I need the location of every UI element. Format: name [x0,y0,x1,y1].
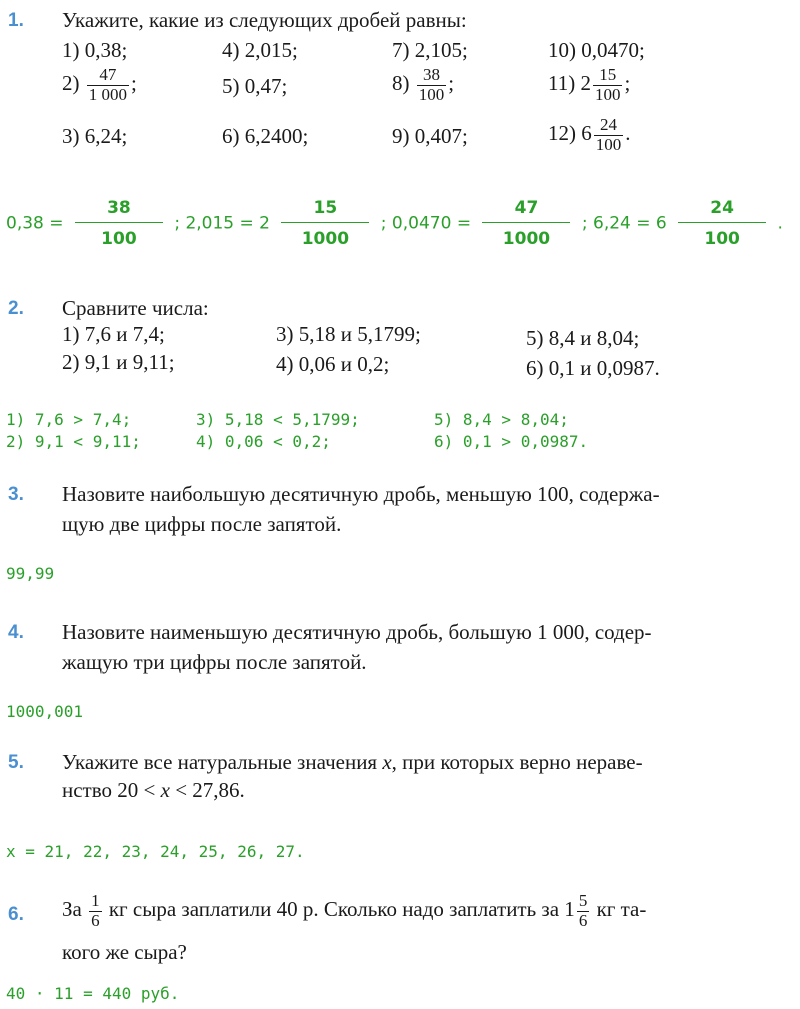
task-1-item-9: 9) 0,407; [392,124,468,148]
answer-3: 99,99 [6,564,55,583]
task-6-line-1: За $\frac{1}{6}$ кг сыра заплатили 40 р. Сколько надо заплатить за 1 $\frac{5}{6}$ кг та- [62,891,647,930]
task-2-item-3: 3) 5,18 и 5,1799; [276,322,421,346]
task-1-item-2: 2) $\frac{47}{1 000}$ ; [62,65,137,104]
task-5-number: 5. [8,752,24,773]
answer-6: 40 · 11 = 440 руб. [6,984,180,1003]
task-5-line-2: нство 20 < x < 27,86. [62,778,245,802]
task-2-text: Сравните числа: [62,296,209,320]
task-2-item-4: 4) 0,06 и 0,2; [276,352,390,376]
answer-2-item-3: 3) 5,18 < 5,1799; [196,410,360,429]
answer-2-item-6: 6) 0,1 > 0,0987. [434,432,589,451]
task-3-line-2: щую две цифры после запятой. [62,512,342,536]
task-1-item-4: 4) 2,015; [222,38,298,62]
answer-4: 1000,001 [6,702,84,721]
task-1-item-12: 12) 6 $\frac{24}{100}$ . [548,115,631,154]
answer-2-item-2: 2) 9,1 < 9,11; [6,432,141,451]
task-6-line-2: кого же сыра? [62,940,187,964]
task-5-line-1: Укажите все натуральные значения x, при которых верно нераве- [62,750,643,774]
task-1-item-1: 1) 0,38; [62,38,128,62]
task-2-item-2: 2) 9,1 и 9,11; [62,350,175,374]
task-1-item-7: 7) 2,105; [392,38,468,62]
task-2-item-6: 6) 0,1 и 0,0987. [526,356,660,380]
task-1-text: Укажите, какие из следующих дробей равны: [62,8,467,32]
task-1-item-5: 5) 0,47; [222,74,288,98]
answer-2-item-5: 5) 8,4 > 8,04; [434,410,569,429]
task-2-item-5: 5) 8,4 и 8,04; [526,326,640,350]
task-3-line-1: Назовите наибольшую десятичную дробь, меньшую 100, содержа- [62,482,660,506]
task-2-item-1: 1) 7,6 и 7,4; [62,322,165,346]
task-1-item-3: 3) 6,24; [62,124,128,148]
answer-5: x = 21, 22, 23, 24, 25, 26, 27. [6,842,305,861]
answer-1: 0,38 = $\frac{38}{100}$ ; 2,015 = 2 $\frac{15}{1000}$ ; 0,0470 = $\frac{47}{1000}$ ; 6,24 = 6 $\frac{24}{100}$ . [6,198,783,249]
answer-2-item-1: 1) 7,6 > 7,4; [6,410,132,429]
task-1-number: 1. [8,10,24,31]
task-1-item-11: 11) 2 $\frac{15}{100}$ ; [548,65,631,104]
task-2-number: 2. [8,298,24,319]
task-1-item-6: 6) 6,2400; [222,124,309,148]
task-4-line-1: Назовите наименьшую десятичную дробь, большую 1 000, содер- [62,620,652,644]
task-6-number: 6. [8,904,24,925]
task-4-number: 4. [8,622,24,643]
task-3-number: 3. [8,484,24,505]
answer-2-item-4: 4) 0,06 < 0,2; [196,432,331,451]
task-1-item-8: 8) $\frac{38}{100}$ ; [392,65,455,104]
task-4-line-2: жащую три цифры после запятой. [62,650,367,674]
task-1-item-10: 10) 0,0470; [548,38,645,62]
